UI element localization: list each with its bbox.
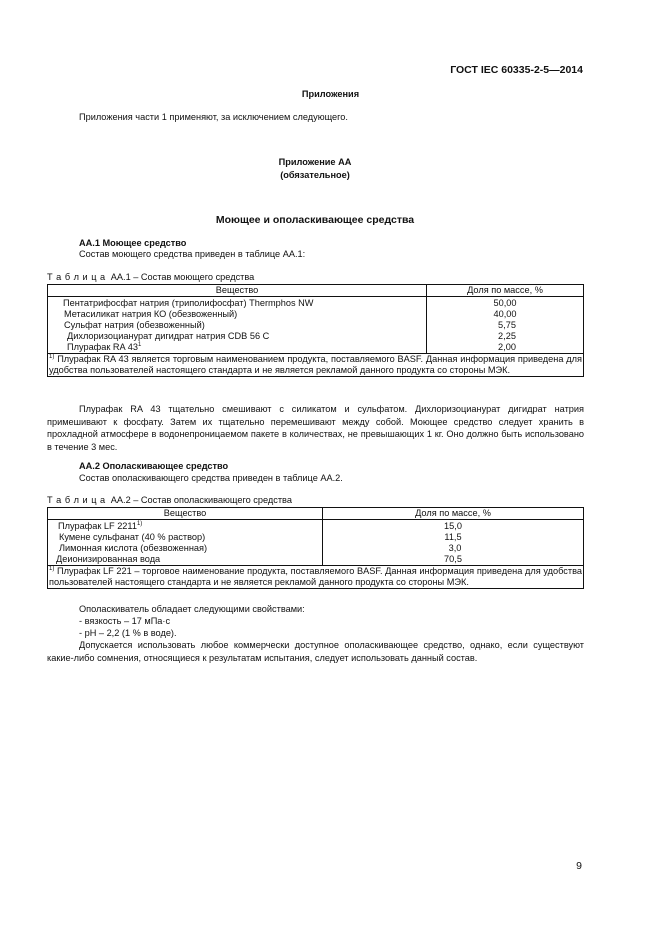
table-row — [48, 532, 584, 543]
mass-cell: 5,75 — [498, 320, 516, 330]
substance-cell: Сульфат натрия (обезвоженный) — [48, 320, 427, 331]
table-footnote — [48, 354, 584, 377]
substance-cell: Пентатрифосфат натрия (триполифосфат) Thermphos NW — [48, 297, 427, 310]
table-footnote — [48, 566, 584, 589]
mass-cell: 70,5 — [444, 554, 462, 564]
aa1-heading: АА.1 Моющее средство — [79, 238, 187, 248]
col-substance-header: Вещество — [48, 285, 427, 297]
aa1-paragraph: Плурафак RA 43 тщательно смешивают с силикатом и сульфатом. Дихлоризоцианурат дигидрат натрия примешивают к фосфату. Затем их тщательно перемешивают между собой. Моющее средство следует хранить в прохладной атмосфере в водонепроницаемом пакете в количествах, не превышающих 1 кг. Оно должно быть использовано в течение 3 мес. — [47, 404, 584, 452]
table-row — [48, 342, 584, 354]
table-row — [48, 331, 584, 342]
aa2-table-caption — [47, 495, 292, 505]
substance-cell: Дихлоризоцианурат дигидрат натрия CDB 56 C — [48, 331, 427, 342]
substance-cell: Метасиликат натрия КО (обезвоженный) — [48, 309, 427, 320]
annex-subtitle: (обязательное) — [280, 170, 350, 180]
aa2-intro: Состав ополаскивающего средства приведен в таблице АА.2. — [79, 473, 343, 483]
footnote-marker: 1) — [49, 354, 55, 360]
substance-cell — [48, 342, 427, 354]
footnote-text: Плурафак RA 43 является торговым наименованием продукта, поставляемого BASF. Данная информация приведена для удобства пользователей настоящего стандарта и не является рекламой данного продукта со стороны МЭК. — [49, 354, 582, 375]
footnote-marker: 1 — [137, 342, 142, 348]
col-mass-header: Доля по массе, % — [427, 285, 584, 297]
table-caption-prefix: Т а б л и ц а — [47, 272, 106, 282]
property-ph: - pH – 2,2 (1 % в воде). — [79, 628, 177, 638]
detergent-table — [47, 284, 584, 377]
table-caption-text: АА.1 – Состав моющего средства — [110, 272, 255, 282]
substance-name: Плурафак RA 43 — [67, 342, 138, 352]
mass-cell: 40,00 — [493, 309, 517, 319]
properties-intro: Ополаскиватель обладает следующими свойствами: — [79, 604, 305, 614]
appendices-title: Приложения — [301, 89, 360, 99]
appendices-intro: Приложения части 1 применяют, за исключением следующего. — [79, 112, 348, 122]
table-row — [48, 297, 584, 310]
aa2-heading: АА.2 Ополаскивающее средство — [79, 461, 229, 471]
table-caption-prefix: Т а б л и ц а — [47, 495, 106, 505]
mass-cell: 50,00 — [493, 298, 517, 308]
annex-heading: Моющее и ополаскивающее средства — [215, 214, 415, 226]
rinse-aid-table — [47, 507, 584, 589]
property-viscosity: - вязкость – 17 мПа·с — [79, 616, 171, 626]
substance-name: Плурафак LF 2211 — [58, 521, 137, 531]
page-number: 9 — [576, 860, 582, 872]
annex-title: Приложение АА — [278, 157, 352, 167]
col-mass-header: Доля по массе, % — [323, 508, 584, 520]
substance-cell: Лимонная кислота (обезвоженная) — [48, 543, 323, 554]
col-substance-header: Вещество — [48, 508, 323, 520]
aa1-intro: Состав моющего средства приведен в таблице АА.1: — [79, 249, 306, 259]
mass-cell: 2,25 — [498, 331, 516, 341]
table-row — [48, 520, 584, 533]
closing-paragraph: Допускается использовать любое коммерчески доступное ополаскивающее средство, однако, если существуют какие-либо сомнения, относящиеся к результатам испытания, следует использовать данный состав. — [47, 640, 584, 663]
standard-header: ГОСТ IEC 60335-2-5—2014 — [450, 64, 583, 76]
aa1-table-caption — [47, 272, 254, 282]
table-row — [48, 554, 584, 566]
footnote-marker: 1) — [136, 521, 143, 527]
mass-cell: 11,5 — [444, 532, 462, 542]
mass-cell: 15,0 — [444, 521, 462, 531]
substance-cell: Деионизированная вода — [48, 554, 323, 566]
mass-cell: 3,0 — [448, 543, 462, 553]
table-row — [48, 543, 584, 554]
table-row — [48, 309, 584, 320]
footnote-marker: 1) — [49, 566, 55, 572]
footnote-text: Плурафак LF 221 – торговое наименование продукта, поставляемого BASF. Данная информация приведена для удобства пользователей настоящего стандарта и не является рекламой данного продукта со стороны МЭК. — [49, 566, 582, 587]
table-row — [48, 320, 584, 331]
substance-cell — [48, 520, 323, 533]
mass-cell: 2,00 — [498, 342, 516, 352]
table-caption-text: АА.2 – Состав ополаскивающего средства — [110, 495, 292, 505]
substance-cell: Кумене сульфанат (40 % раствор) — [48, 532, 323, 543]
